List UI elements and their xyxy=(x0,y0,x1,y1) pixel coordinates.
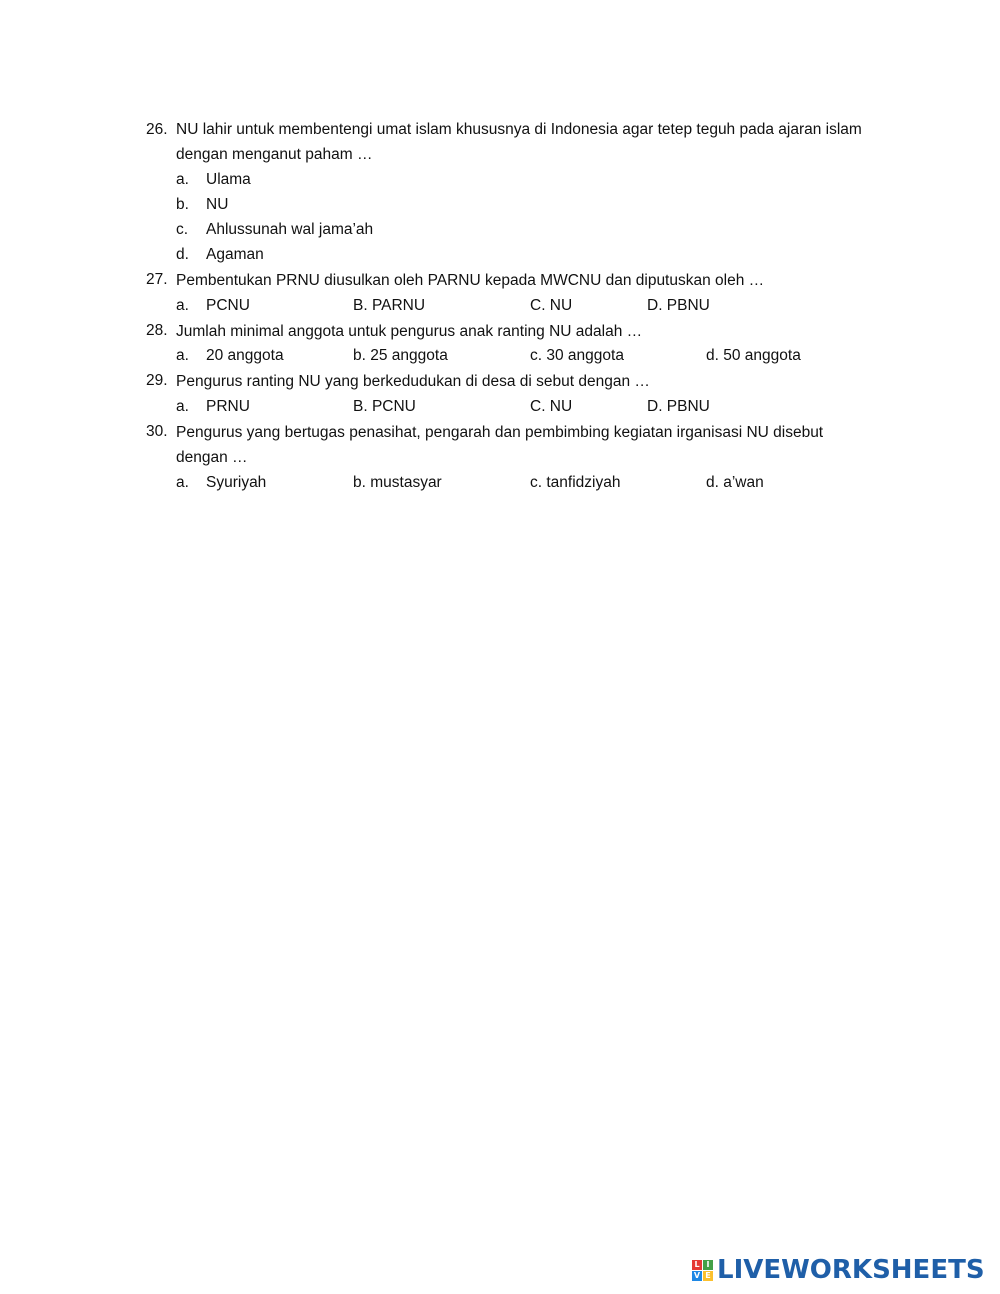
question-26-option-a-letter: a. xyxy=(176,171,189,188)
question-26-option-d-letter: d. xyxy=(176,246,189,263)
question-26-option-b: NU xyxy=(206,196,229,213)
question-30-text: Pengurus yang bertugas penasihat, pengarah dan pembimbing kegiatan irganisasi NU disebut dengan … xyxy=(176,424,824,466)
question-27-option-a: PCNU xyxy=(206,297,250,314)
question-27-option-a-letter: a. xyxy=(176,297,189,314)
question-27-option-b: B. PARNU xyxy=(353,297,426,314)
question-29-option-a-letter: a. xyxy=(176,398,189,415)
question-30-option-a-letter: a. xyxy=(176,474,189,491)
question-27-text: Pembentukan PRNU diusulkan oleh PARNU kepada MWCNU dan diputuskan oleh … xyxy=(176,272,765,289)
question-29-option-a: PRNU xyxy=(206,398,250,415)
logo-text: LIVEWORKSHEETS xyxy=(717,1255,985,1285)
question-27-option-c: C. NU xyxy=(530,297,573,314)
question-26-option-d: Agaman xyxy=(206,246,264,263)
logo-badge-letter: I xyxy=(703,1260,713,1270)
question-28-option-d: d. 50 anggota xyxy=(706,347,801,364)
question-29-option-d: D. PBNU xyxy=(647,398,710,415)
question-30-option-c: c. tanfidziyah xyxy=(530,474,621,491)
logo-badge-letter: L xyxy=(692,1260,702,1270)
question-27-option-d: D. PBNU xyxy=(647,297,710,314)
logo-badge-letter: V xyxy=(693,1270,701,1280)
question-30-number: 30. xyxy=(146,423,168,440)
question-27-number: 27. xyxy=(146,271,168,288)
question-26-text: NU lahir untuk membentengi umat islam khususnya di Indonesia agar tetep teguh pada ajaran islam dengan menganut paham … xyxy=(176,121,862,163)
question-26-option-c-letter: c. xyxy=(176,221,189,238)
question-28-option-a: 20 anggota xyxy=(206,347,284,364)
question-26-option-a: Ulama xyxy=(206,171,251,188)
question-30-option-d: d. a’wan xyxy=(706,474,764,491)
question-26-option-b-letter: b. xyxy=(176,196,189,213)
question-29-number: 29. xyxy=(146,372,168,389)
question-26-option-c: Ahlussunah wal jama’ah xyxy=(206,221,374,238)
question-28-number: 28. xyxy=(146,322,168,339)
logo-badge-icon xyxy=(692,1260,713,1281)
question-28-text: Jumlah minimal anggota untuk pengurus anak ranting NU adalah … xyxy=(176,323,643,340)
question-29-option-b: B. PCNU xyxy=(353,398,416,415)
question-30-option-b: b. mustasyar xyxy=(353,474,442,491)
question-28-option-b: b. 25 anggota xyxy=(353,347,448,364)
question-29-text: Pengurus ranting NU yang berkedudukan di desa di sebut dengan … xyxy=(176,373,650,390)
question-28-option-c: c. 30 anggota xyxy=(530,347,624,364)
question-26-number: 26. xyxy=(146,121,168,138)
question-30-option-a: Syuriyah xyxy=(206,474,267,491)
question-29-option-c: C. NU xyxy=(530,398,573,415)
liveworksheets-logo[interactable] xyxy=(692,1255,985,1285)
question-28-option-a-letter: a. xyxy=(176,347,189,364)
logo-badge-letter: E xyxy=(703,1271,713,1281)
